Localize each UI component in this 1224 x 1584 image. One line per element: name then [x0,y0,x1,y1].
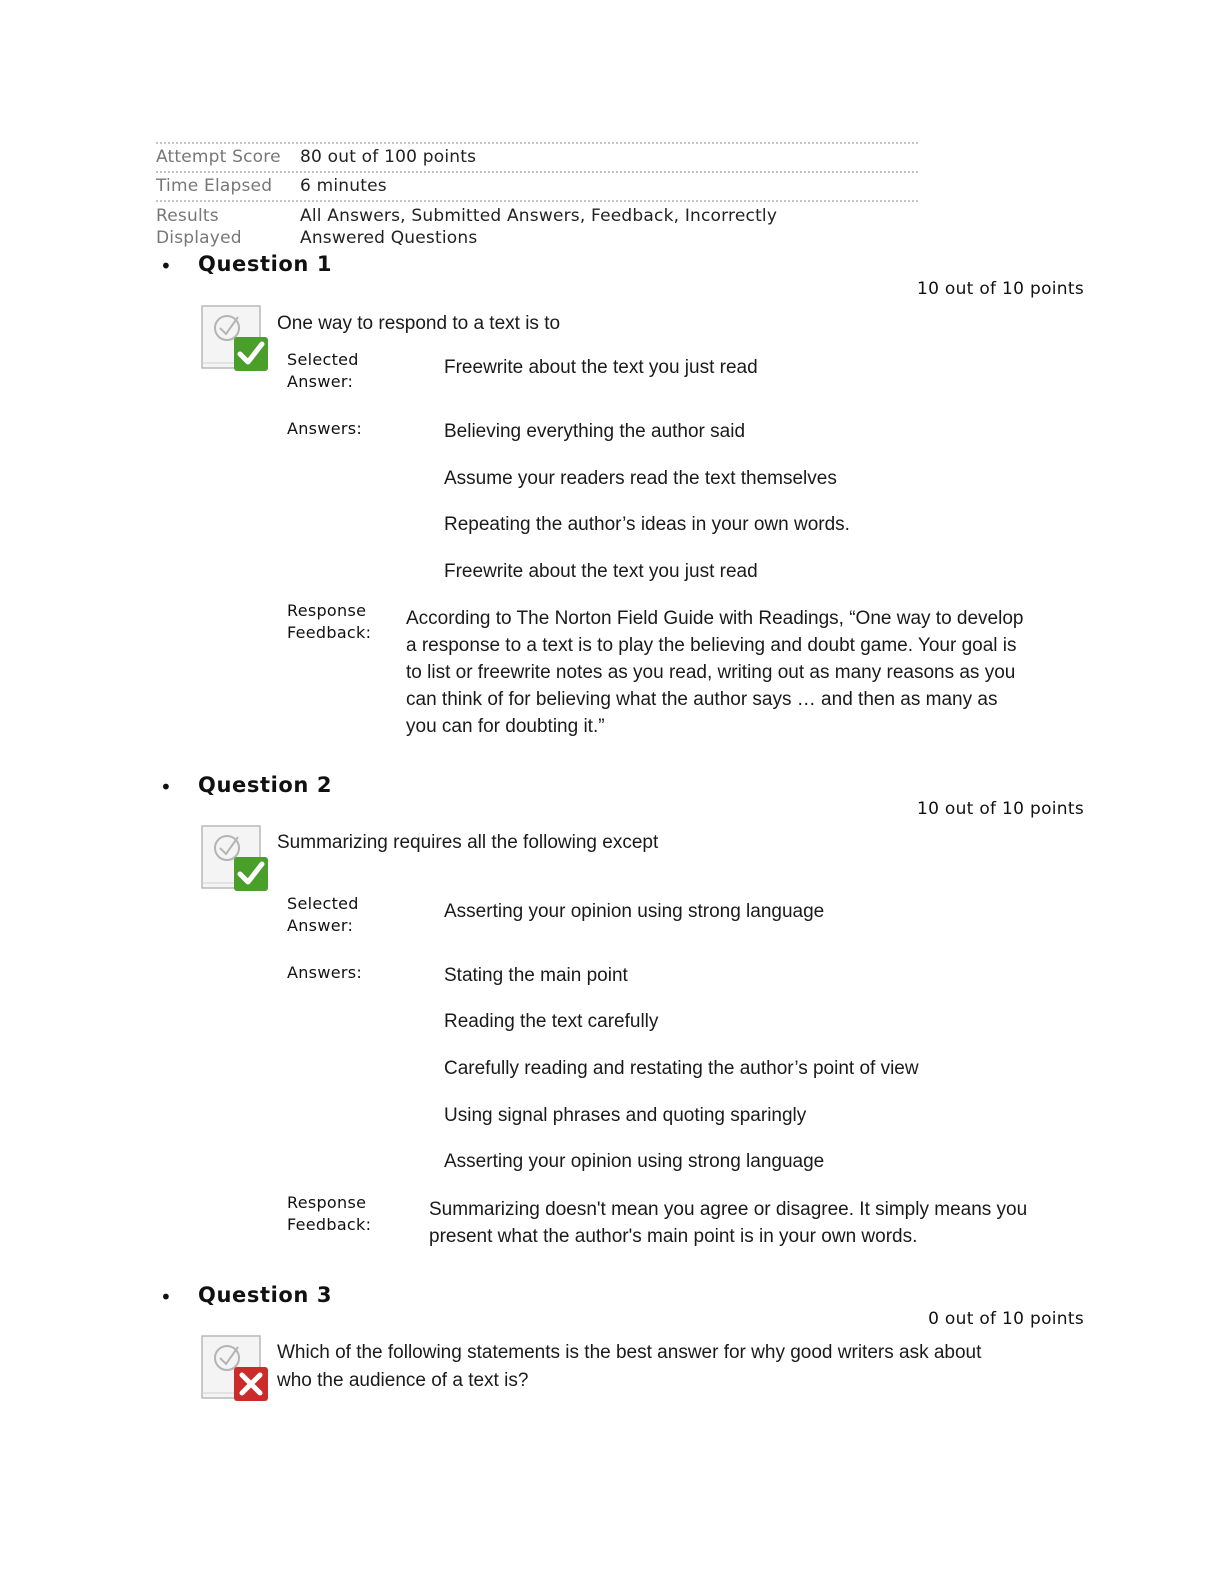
answer-option: Asserting your opinion using strong language [444,1151,825,1172]
label-line: Response [287,601,367,620]
answer-option: Reading the text carefully [444,1011,659,1032]
response-feedback [429,1196,1027,1250]
answer-option: Using signal phrases and quoting sparingly [444,1105,807,1126]
results-label-line: Displayed [156,228,242,248]
answer-option: Repeating the author’s ideas in your own words. [444,514,850,535]
prompt-line: Which of the following statements is the best answer for why good writers ask about [277,1342,982,1363]
feedback-line: Summarizing doesn't mean you agree or disagree. It simply means you [429,1199,1028,1220]
label-line: Selected [287,350,359,369]
feedback-line: you can for doubting it.” [406,716,605,737]
feedback-line: can think of for believing what the author says … and then as many as [406,689,998,710]
bullet: • [160,775,172,799]
attempt-score-value: 80 out of 100 points [300,147,477,167]
question-prompt: One way to respond to a text is to [277,313,561,334]
feedback-line: present what the author's main point is in your own words. [429,1226,918,1247]
summary-divider [156,200,918,202]
results-displayed-value [300,205,777,249]
time-elapsed-value: 6 minutes [300,176,387,196]
selected-answer: Freewrite about the text you just read [444,357,758,378]
answers-label: Answers: [287,419,363,438]
question-title: Question 3 [198,1283,333,1307]
summary-divider [156,142,918,144]
question-points: 10 out of 10 points [916,279,1084,299]
answer-option: Freewrite about the text you just read [444,561,758,582]
answer-option: Stating the main point [444,965,628,986]
answer-option: Assume your readers read the text themselves [444,468,837,489]
question-title: Question 2 [198,773,333,797]
question-points: 10 out of 10 points [916,799,1084,819]
correct-checkmark-icon [200,823,270,893]
attempt-score-label: Attempt Score [156,147,281,167]
feedback-line: a response to a text is to play the believing and doubt game. Your goal is [406,635,1017,656]
response-feedback [406,605,1023,740]
selected-answer: Asserting your opinion using strong language [444,901,825,922]
bullet: • [160,254,172,278]
response-feedback-label [287,600,371,644]
time-elapsed-label: Time Elapsed [156,176,273,196]
selected-answer-label [287,893,359,937]
label-line: Answer: [287,372,354,391]
question-title: Question 1 [198,252,333,276]
label-line: Feedback: [287,1215,372,1234]
question-prompt [277,1339,981,1395]
incorrect-x-icon [200,1333,270,1403]
label-line: Feedback: [287,623,372,642]
feedback-line: According to The Norton Field Guide with Readings, “One way to develop [406,608,1024,629]
bullet: • [160,1285,172,1309]
answer-option: Carefully reading and restating the author’s point of view [444,1058,919,1079]
summary-divider [156,171,918,173]
response-feedback-label [287,1192,371,1236]
question-points: 0 out of 10 points [928,1309,1084,1329]
answer-option: Believing everything the author said [444,421,746,442]
results-value-line: Answered Questions [300,228,478,248]
correct-checkmark-icon [200,303,270,373]
results-label-line: Results [156,206,219,226]
answers-label: Answers: [287,963,363,982]
results-value-line: All Answers, Submitted Answers, Feedback, Incorrectly [300,206,778,226]
feedback-line: to list or freewrite notes as you read, writing out as many reasons as you [406,662,1016,683]
selected-answer-label [287,349,359,393]
prompt-line: who the audience of a text is? [277,1370,529,1391]
label-line: Response [287,1193,367,1212]
question-prompt: Summarizing requires all the following except [277,832,659,853]
label-line: Selected [287,894,359,913]
results-displayed-label [156,205,242,249]
label-line: Answer: [287,916,354,935]
